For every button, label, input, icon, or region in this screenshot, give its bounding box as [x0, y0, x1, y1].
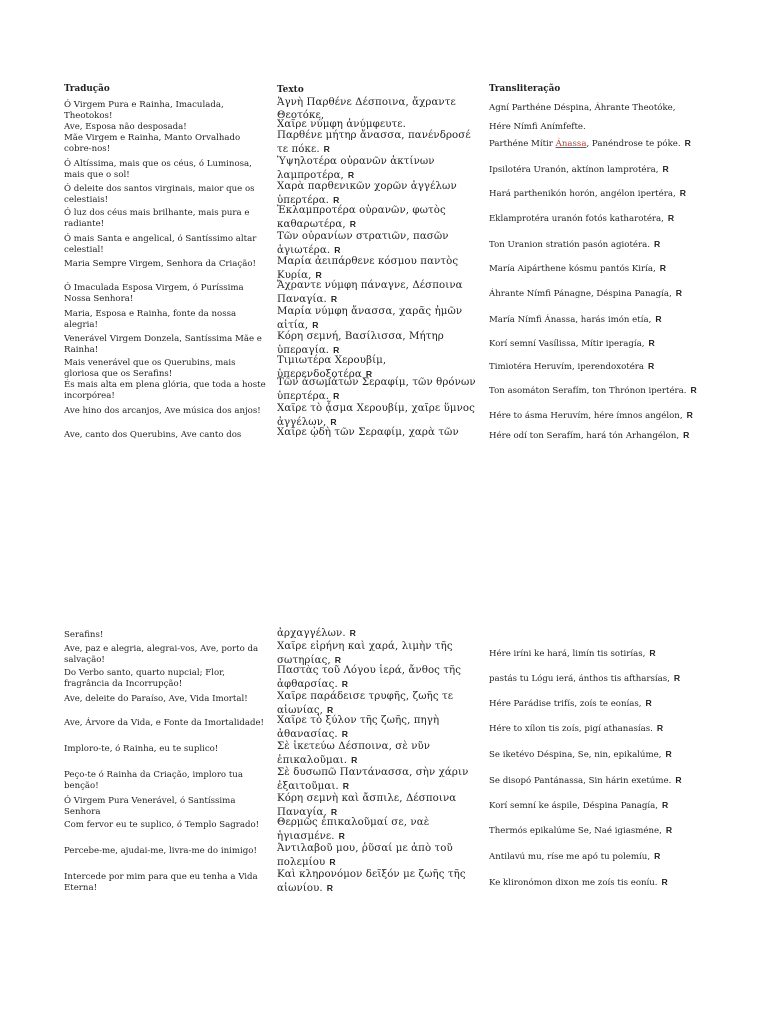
texto-cell	[277, 306, 477, 332]
transliteracao-cell	[489, 851, 729, 863]
refrain-marker: R	[673, 673, 681, 683]
greek-text: Χαῖρε παράδεισε τρυφῆς, ζωῆς τε αἰωνίας,	[277, 691, 454, 716]
greek-text: Τιμιωτέρα Χερουβίμ, ὑπερενδοξοτέρα	[277, 355, 387, 380]
transliteration-text: Antilavú mu, ríse me apó tu polemíu,	[489, 852, 651, 862]
traducao-cell: Ó Virgem Pura Venerável, ó Santíssima Senhora	[64, 796, 236, 817]
refrain-marker: R	[665, 749, 672, 759]
transliteration-text: Ton asomáton Serafím, ton Thrónon ipertéra.	[489, 386, 687, 396]
traducao-cell: Intercede por mim para que eu tenha a Vida Eterna!	[64, 872, 258, 893]
refrain-marker: R	[323, 143, 330, 154]
refrain-marker: R	[675, 775, 682, 785]
refrain-marker: R	[648, 361, 655, 371]
highlighted-word[interactable]: Ánassa	[555, 139, 587, 149]
refrain-marker: R	[341, 678, 349, 689]
transliteration-text: Hére Parádise trifís, zoís te eonías,	[489, 699, 642, 709]
traducao-cell: Serafins!	[64, 630, 104, 640]
greek-text: Ὑψηλοτέρα οὐρανῶν ἀκτίνων λαμπροτέρα,	[277, 156, 435, 181]
table-row	[64, 817, 724, 843]
texto-cell	[277, 793, 477, 819]
traducao-cell: Ó deleite dos santos virginais, maior que os celestiais!	[64, 184, 255, 205]
texto-cell	[277, 691, 477, 717]
texto-cell	[277, 181, 477, 207]
greek-text: Μαρία ἀειπάρθενε κόσμου παντὸς Κυρία,	[277, 256, 459, 281]
transliteracao-cell	[489, 164, 729, 176]
refrain-marker: R	[327, 704, 334, 715]
table-header	[64, 84, 724, 96]
traducao-cell: Ave, Árvore da Vida, e Fonte da Imortalidade!	[64, 718, 264, 728]
transliteracao-cell	[489, 775, 729, 787]
traducao-cell: Venerável Virgem Donzela, Santíssima Mãe e Rainha!	[64, 334, 262, 355]
refrain-marker: R	[333, 390, 340, 401]
greek-text: Θερμῶς ἐπικαλοῦμαί σε, ναὲ ἡγιασμένε.	[277, 817, 430, 842]
transliteracao-cell	[489, 385, 729, 397]
table-row	[64, 627, 724, 641]
transliteracao-cell	[489, 877, 729, 889]
refrain-marker: R	[654, 851, 661, 861]
transliteracao-cell	[489, 314, 729, 326]
table-row	[64, 231, 724, 256]
transliteration-text: Parthéne Mítir Ánassa, Panéndrose te póke.	[489, 139, 681, 149]
refrain-marker: R	[653, 239, 661, 249]
transliteration-text: Hére iríni ke hará, limín tis sotirías,	[489, 649, 646, 659]
refrain-marker: R	[649, 648, 656, 658]
refrain-marker: R	[655, 314, 662, 324]
refrain-marker: R	[347, 169, 355, 180]
greek-text: Χαρὰ παρθενικῶν χορῶν ἀγγέλων ὑπερτέρα.	[277, 181, 457, 206]
texto-cell	[277, 627, 477, 641]
transliteracao-cell	[489, 213, 729, 225]
transliteration-text: Ton Uranion stratión pasón agiotéra.	[489, 240, 650, 250]
refrain-marker: R	[333, 344, 340, 355]
greek-text: Ἐκλαμπροτέρα οὐρανῶν, φωτὸς καθαρωτέρα,	[277, 205, 446, 230]
greek-text: Μαρία νύμφη ἄνασσα, χαρᾶς ἡμῶν αἰτία,	[277, 306, 463, 331]
traducao-cell: Ave, deleite do Paraíso, Ave, Vida Imortal!	[64, 694, 248, 704]
greek-text: Χαῖρε νύμφη ἀνύμφευτε.	[277, 119, 406, 130]
table-row	[64, 377, 724, 403]
table-row	[64, 256, 724, 280]
transliteracao-cell	[489, 648, 729, 660]
greek-text: Σὲ δυσωπῶ Παντάνασσα, σὴν χάριν ἐξαιτοῦμαι.	[277, 767, 469, 792]
traducao-cell: Ó Altíssima, mais que os céus, ó Luminosa, mais que o sol!	[64, 159, 252, 180]
refrain-marker: R	[661, 877, 668, 887]
transliteration-text: pastás tu Lógu ierá, ánthos tis aftharsías,	[489, 674, 670, 684]
texto-cell	[277, 205, 477, 231]
texto-cell	[277, 403, 477, 429]
transliteration-text: Hére Nímfi Anímfefte.	[489, 122, 586, 132]
greek-text: Ἀντιλαβοῦ μου, ῥῦσαί με ἀπὸ τοῦ πολεμίου	[277, 843, 453, 868]
traducao-cell: Do Verbo santo, quarto nupcial; Flor, fragrância da Incorrupção!	[64, 668, 226, 689]
table-row	[64, 331, 724, 355]
transliteracao-cell	[489, 698, 729, 710]
texto-cell	[277, 741, 477, 767]
texto-cell	[277, 869, 477, 895]
table-row	[64, 130, 724, 156]
table-row	[64, 306, 724, 331]
refrain-marker: R	[330, 293, 338, 304]
refrain-marker: R	[675, 288, 682, 298]
texto-cell	[277, 331, 477, 357]
hymn-table-top	[64, 97, 724, 441]
texto-cell	[277, 256, 477, 282]
greek-text: Χαῖρε εἰρήνη καὶ χαρά, λιμὴν τῆς σωτηρίας,	[277, 641, 453, 666]
refrain-marker: R	[645, 698, 652, 708]
transliteracao-cell	[489, 825, 729, 837]
transliteration-text: Korí semní Vasílissa, Mítir iperagía,	[489, 339, 645, 349]
table-row	[64, 665, 724, 691]
refrain-marker: R	[342, 780, 350, 791]
traducao-cell: Ó luz dos céus mais brilhante, mais pura e radiante!	[64, 208, 250, 229]
transliteracao-cell	[489, 288, 729, 300]
traducao-cell: Percebe-me, ajudai-me, livra-me do inimigo!	[64, 846, 257, 856]
greek-text: Χαῖρε τὸ ξύλον τῆς ζωῆς, πηγὴ ἀθανασίας.	[277, 715, 440, 740]
refrain-marker: R	[648, 338, 655, 348]
texto-cell	[277, 130, 477, 156]
refrain-marker: R	[351, 754, 358, 765]
traducao-cell: És mais alta em plena glória, que toda a hoste incorpórea!	[64, 380, 266, 401]
table-row	[64, 843, 724, 869]
table-row	[64, 280, 724, 306]
transliteration-text: Hére to ásma Heruvím, hére ímnos angélon,	[489, 411, 683, 421]
transliteracao-cell	[489, 800, 729, 812]
transliteration-text: Timiotéra Heruvím, iperendoxotéra	[489, 362, 645, 372]
refrain-marker: R	[656, 723, 664, 733]
refrain-marker: R	[659, 263, 666, 273]
table-row	[64, 156, 724, 181]
texto-cell	[277, 377, 477, 403]
table-row	[64, 205, 724, 231]
transliteracao-cell	[489, 361, 729, 373]
transliteracao-cell	[489, 410, 729, 422]
table-row	[64, 641, 724, 665]
transliteration-text: Ke klironómon dixon me zoís tis eoníu.	[489, 878, 658, 888]
transliteracao-cell	[489, 723, 729, 735]
greek-text: Κόρη σεμνὴ καὶ ἄσπιλε, Δέσποινα Παναγία,	[277, 793, 457, 818]
texto-cell	[277, 715, 477, 741]
texto-cell	[277, 665, 477, 691]
greek-text: Χαῖρε τὸ ᾆσμα Χερουβίμ, χαῖρε ὕμνος ἀγγέλων,	[277, 403, 475, 428]
transliteracao-cell	[489, 430, 729, 442]
traducao-cell: Ó Virgem Pura e Rainha, Imaculada, Theotokos!	[64, 100, 224, 121]
texto-cell	[277, 767, 477, 793]
refrain-marker: R	[684, 138, 691, 148]
texto-cell	[277, 843, 477, 869]
texto-cell	[277, 817, 477, 843]
refrain-marker: R	[333, 194, 340, 205]
table-row	[64, 181, 724, 205]
transliteration-text: Se disopó Pantánassa, Sin hárin exetúme.	[489, 776, 672, 786]
transliteration-text: Áhrante Nímfi Pánagne, Déspina Panagía,	[489, 289, 672, 299]
refrain-marker: R	[334, 244, 341, 255]
refrain-marker: R	[334, 654, 342, 665]
table-row	[64, 403, 724, 427]
refrain-marker: R	[326, 882, 334, 893]
transliteration-text: Eklamprotéra uranón fotós katharotéra,	[489, 214, 664, 224]
transliteration-text: Ipsilotéra Uranón, aktínon lamprotéra,	[489, 165, 659, 175]
refrain-marker: R	[330, 416, 337, 427]
greek-text: Παστὰς τοῦ Λόγου ἱερά, ἄνθος τῆς ἀφθαρσίας.	[277, 665, 462, 690]
table-row	[64, 767, 724, 793]
header-transliteracao: Transliteração	[489, 84, 561, 94]
hymn-table-bottom	[64, 627, 724, 895]
traducao-cell: Ave, Esposa não desposada!	[64, 122, 187, 132]
traducao-cell: Ó Imaculada Esposa Virgem, ó Puríssima Nossa Senhora!	[64, 283, 244, 304]
table-row	[64, 97, 724, 119]
refrain-marker: R	[662, 164, 669, 174]
table-row	[64, 691, 724, 715]
greek-text: Κόρη σεμνή, Βασίλισσα, Μήτηρ ὑπεραγία.	[277, 331, 444, 356]
refrain-marker: R	[667, 213, 675, 223]
traducao-cell: Peço-te ó Rainha da Criação, imploro tua benção!	[64, 770, 243, 791]
table-row	[64, 715, 724, 741]
refrain-marker: R	[349, 218, 356, 229]
transliteration-text: María Aipárthene kósmu pantós Kiría,	[489, 264, 656, 274]
greek-text: Τῶν οὐρανίων στρατιῶν, πασῶν ἁγιωτέρα.	[277, 231, 449, 256]
refrain-marker: R	[338, 830, 345, 841]
transliteracao-cell	[489, 673, 729, 685]
traducao-cell: Com fervor eu te suplico, ó Templo Sagrado!	[64, 820, 260, 830]
transliteracao-cell	[489, 263, 729, 275]
transliteration-text: Hére to xílon tis zoís, pigí athanasías.	[489, 724, 653, 734]
refrain-marker: R	[690, 385, 697, 395]
refrain-marker: R	[330, 806, 338, 817]
refrain-marker: R	[662, 800, 669, 810]
greek-text: Ἁγνὴ Παρθένε Δέσποινα, ἄχραντε Θεοτόκε,	[277, 97, 456, 121]
transliteration-text: Se iketévo Déspina, Se, nin, epikalúme,	[489, 750, 662, 760]
refrain-marker: R	[683, 430, 690, 440]
traducao-cell: Imploro-te, ó Rainha, eu te suplico!	[64, 744, 219, 754]
refrain-marker: R	[329, 856, 336, 867]
refrain-marker: R	[665, 825, 673, 835]
transliteration-text: Hará parthenikón horón, angélon ipertéra,	[489, 189, 676, 199]
traducao-cell: Maria, Esposa e Rainha, fonte da nossa alegria!	[64, 309, 237, 330]
refrain-marker: R	[312, 319, 319, 330]
table-row	[64, 869, 724, 895]
traducao-cell: Mais venerável que os Querubins, mais gloriosa que os Serafins!	[64, 358, 236, 379]
table-row	[64, 119, 724, 130]
texto-cell	[277, 156, 477, 182]
greek-text: Σὲ ἱκετεύω Δέσποινα, σὲ νῦν ἐπικαλοῦμαι.	[277, 741, 431, 766]
refrain-marker: R	[315, 269, 322, 280]
transliteracao-cell	[489, 188, 729, 200]
traducao-cell: Ó mais Santa e angelical, ó Santíssimo altar celestial!	[64, 234, 257, 255]
refrain-marker: R	[365, 368, 373, 379]
transliteration-text: Agní Parthéne Déspina, Áhrante Theotóke,	[489, 103, 676, 113]
table-row	[64, 793, 724, 817]
table-row	[64, 427, 724, 441]
texto-cell	[277, 280, 477, 306]
greek-text: Καὶ κληρονόμον δεῖξόν με ζωῆς τῆς αἰωνίου.	[277, 869, 466, 894]
traducao-cell: Maria Sempre Virgem, Senhora da Criação!	[64, 259, 256, 269]
table-row	[64, 741, 724, 767]
traducao-cell: Ave, canto dos Querubins, Ave canto dos	[64, 430, 242, 440]
header-traducao: Tradução	[64, 84, 110, 94]
refrain-marker: R	[686, 410, 693, 420]
header-texto: Texto	[277, 85, 304, 95]
transliteracao-cell	[489, 239, 729, 251]
greek-text: ἀρχαγγέλων.	[277, 628, 346, 639]
texto-cell	[277, 427, 477, 440]
transliteracao-cell	[489, 138, 729, 150]
transliteracao-cell	[489, 749, 729, 761]
texto-cell	[277, 231, 477, 257]
transliteration-text: María Nímfi Ánassa, harás imón etía,	[489, 315, 652, 325]
transliteracao-cell	[489, 338, 729, 350]
table-row	[64, 355, 724, 380]
transliteration-text: Korí semní ke áspile, Déspina Panagía,	[489, 801, 659, 811]
texto-cell	[277, 641, 477, 667]
refrain-marker: R	[679, 188, 686, 198]
traducao-cell: Mãe Virgem e Rainha, Manto Orvalhado cobre-nos!	[64, 133, 241, 154]
greek-text: Ἄχραντε νύμφη πάναγνε, Δέσποινα Παναγία.	[277, 280, 463, 305]
greek-text: Χαῖρε ᾠδὴ τῶν Σεραφίμ, χαρὰ τῶν	[277, 427, 459, 438]
refrain-marker: R	[341, 728, 349, 739]
traducao-cell: Ave hino dos arcanjos, Ave música dos anjos!	[64, 406, 261, 416]
greek-text: Τῶν ἀσωμάτων Σεραφίμ, τῶν θρόνων ὑπερτέρα.	[277, 377, 476, 402]
traducao-cell: Ave, paz e alegria, alegrai-vos, Ave, porto da salvação!	[64, 644, 259, 665]
transliteration-text: Thermós epikalúme Se, Naé igiasméne,	[489, 826, 662, 836]
greek-text: Παρθένε μήτηρ ἄνασσα, πανένδροσέ τε πόκε.	[277, 130, 471, 155]
transliteration-text: Hére odí ton Serafím, hará tón Arhangélon,	[489, 431, 680, 441]
transliteracao-cell	[489, 103, 729, 114]
refrain-marker: R	[349, 628, 356, 638]
